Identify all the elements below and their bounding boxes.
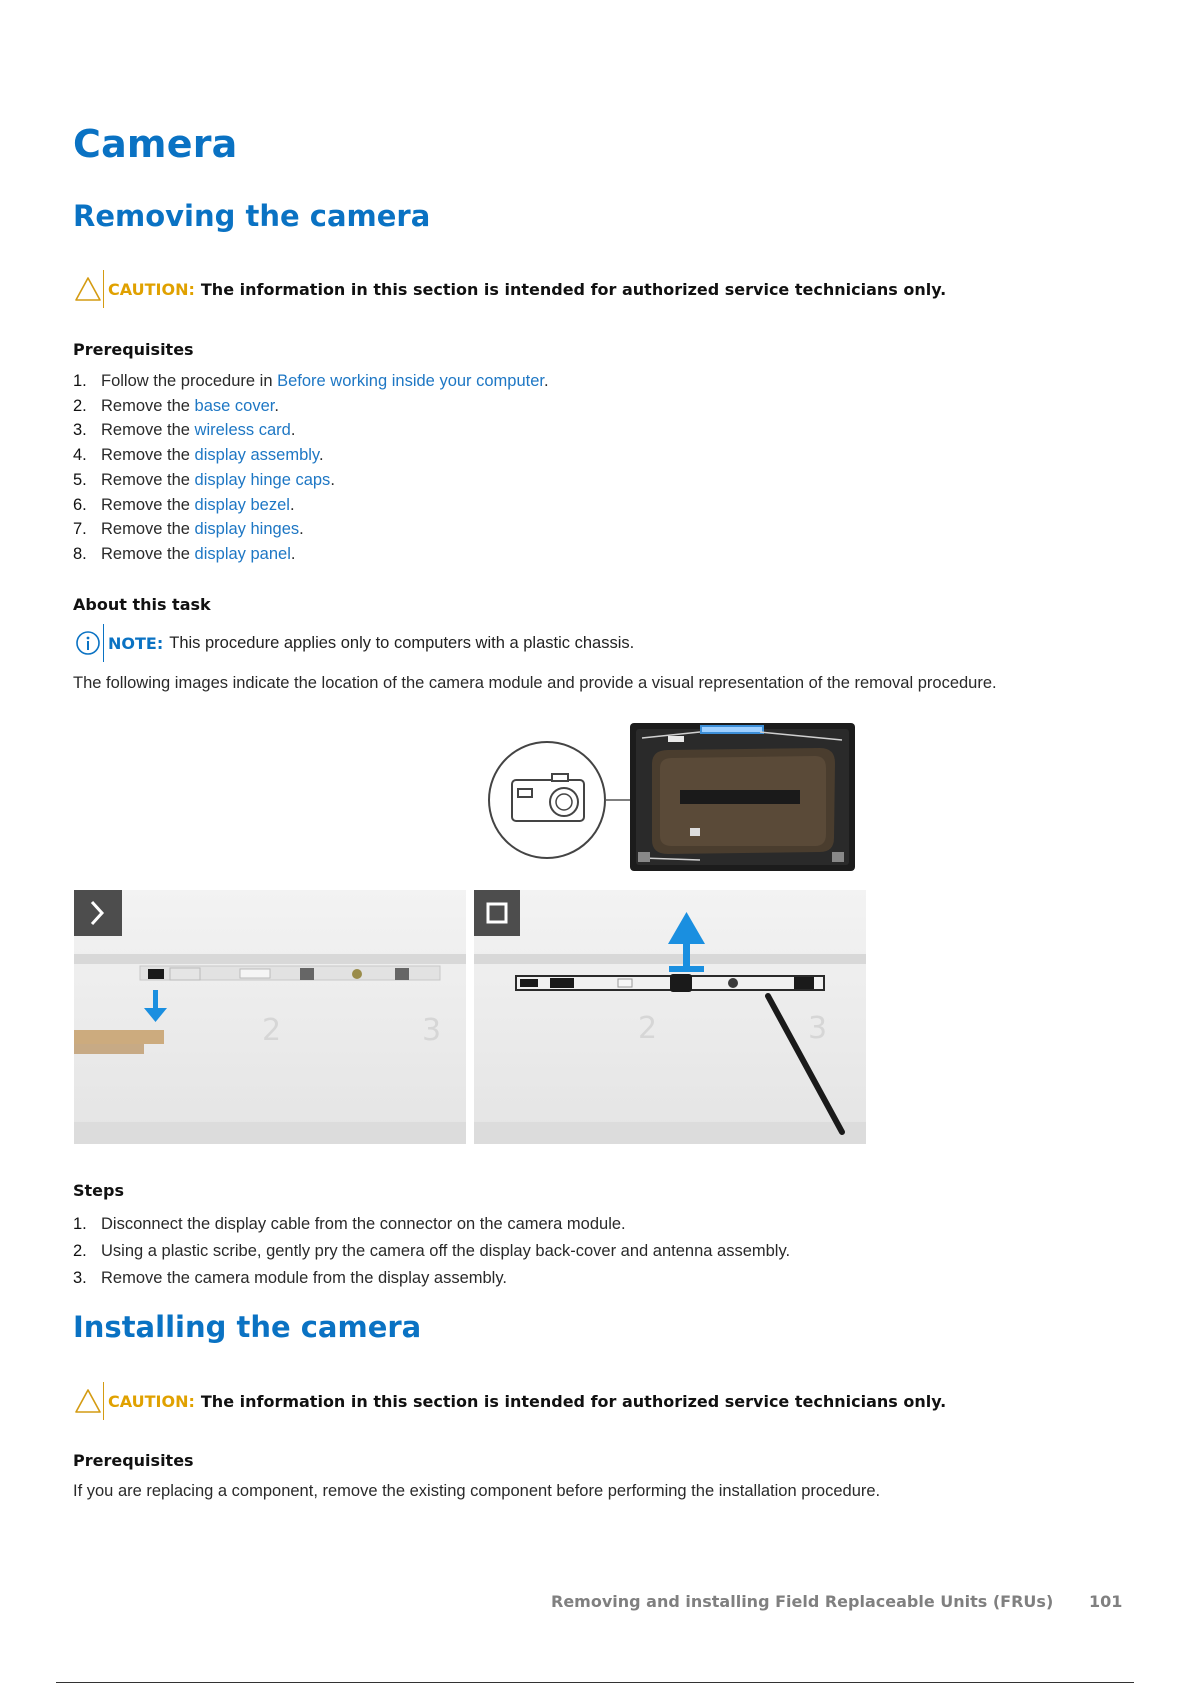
list-text: Disconnect the display cable from the connector on the camera module. [101,1215,626,1233]
prerequisite-link[interactable]: display panel [194,544,291,563]
list-number: 3. [73,1269,87,1287]
prerequisite-link[interactable]: wireless card [194,421,291,440]
install-prerequisites-heading: Prerequisites [73,1451,194,1470]
list-number: 5. [73,470,87,489]
display-back-cover-image [630,723,855,871]
note-label: NOTE: [108,633,164,653]
list-text [101,369,549,394]
note-callout [73,624,634,662]
prerequisite-link[interactable]: base cover [194,396,275,415]
svg-text:3: 3 [808,1011,828,1046]
prerequisite-link[interactable]: display hinge caps [194,470,331,489]
svg-text:2: 2 [638,1011,658,1046]
list-text-prefix: Remove the [101,495,195,514]
list-text [101,493,295,518]
page-title: Camera [73,122,238,166]
list-text-suffix: . [290,544,296,563]
list-text-suffix: . [299,520,304,539]
prerequisite-link[interactable]: Before working inside your computer [277,372,544,390]
intro-paragraph: The following images indicate the location of the camera module and provide a visual representation of the removal procedure. [73,674,997,692]
list-text-prefix: Remove the [101,421,195,440]
caution-callout-install [73,1382,946,1420]
caution-text: The information in this section is intended for authorized service technicians only. [200,279,947,299]
list-number: 7. [73,520,87,539]
installing-heading: Installing the camera [73,1310,422,1344]
list-number: 4. [73,446,87,465]
list-item [73,1265,790,1292]
list-text: Remove the camera module from the display assembly. [101,1269,507,1287]
list-text-prefix: Remove the [101,544,195,563]
prerequisite-link[interactable]: display bezel [194,495,290,514]
lift-camera-image [474,890,866,1144]
list-text-prefix: Remove the [101,470,195,489]
prerequisite-link[interactable]: display assembly [194,446,319,465]
list-text [101,517,304,542]
list-text-prefix: Remove the [101,446,195,465]
footer-section-title: Removing and installing Field Replaceable Units (FRUs) [551,1592,1054,1611]
caution-icon [73,1382,104,1420]
steps-list [73,1211,790,1292]
list-text-suffix: . [330,470,335,489]
install-prerequisites-text: If you are replacing a component, remove the existing component before performing the installation procedure. [73,1482,881,1500]
note-text: This procedure applies only to computers with a plastic chassis. [169,633,635,652]
list-text-suffix: . [289,495,295,514]
caution-callout [73,270,946,308]
disconnect-cable-image [74,890,466,1144]
list-item [73,418,549,443]
list-number: 8. [73,544,87,563]
list-text-suffix: . [274,396,279,415]
list-text-prefix: Follow the procedure in [101,372,278,390]
list-text-prefix: Remove the [101,520,195,539]
list-item [73,517,549,542]
list-number: 1. [73,1215,87,1233]
list-item [73,493,549,518]
footer-rule [56,1682,1134,1683]
list-number: 2. [73,396,87,415]
caution-text: The information in this section is intended for authorized service technicians only. [200,1391,947,1411]
list-item [73,468,549,493]
list-text [101,542,295,567]
caution-label: CAUTION: [108,1391,195,1411]
list-text-prefix: Remove the [101,396,195,415]
list-text: Using a plastic scribe, gently pry the camera off the display back-cover and antenna assembly. [101,1242,791,1260]
list-text [101,418,295,443]
list-item [73,1211,790,1238]
about-task-heading: About this task [73,595,211,614]
list-text-suffix: . [290,421,296,440]
prerequisites-heading: Prerequisites [73,340,194,359]
list-number: 6. [73,495,87,514]
list-number: 2. [73,1242,87,1260]
list-text [101,443,324,468]
list-text-suffix: . [318,446,324,465]
caution-icon [73,270,104,308]
footer-page-number: 101 [1089,1592,1123,1611]
list-number: 3. [73,421,87,440]
steps-heading: Steps [73,1181,124,1200]
svg-text:2: 2 [262,1013,282,1048]
camera-removal-figure [0,718,1191,1148]
list-text-suffix: . [544,372,549,390]
list-item [73,542,549,567]
list-item [73,369,549,394]
prerequisite-link[interactable]: display hinges [194,520,300,539]
list-item [73,394,549,419]
caution-label: CAUTION: [108,279,195,299]
list-text [101,394,279,419]
svg-text:3: 3 [422,1013,442,1048]
list-text [101,468,335,493]
prerequisites-list [73,369,549,567]
list-item [73,443,549,468]
list-item [73,1238,790,1265]
list-number: 1. [73,372,87,390]
info-icon [73,624,104,662]
removing-heading: Removing the camera [73,199,431,233]
